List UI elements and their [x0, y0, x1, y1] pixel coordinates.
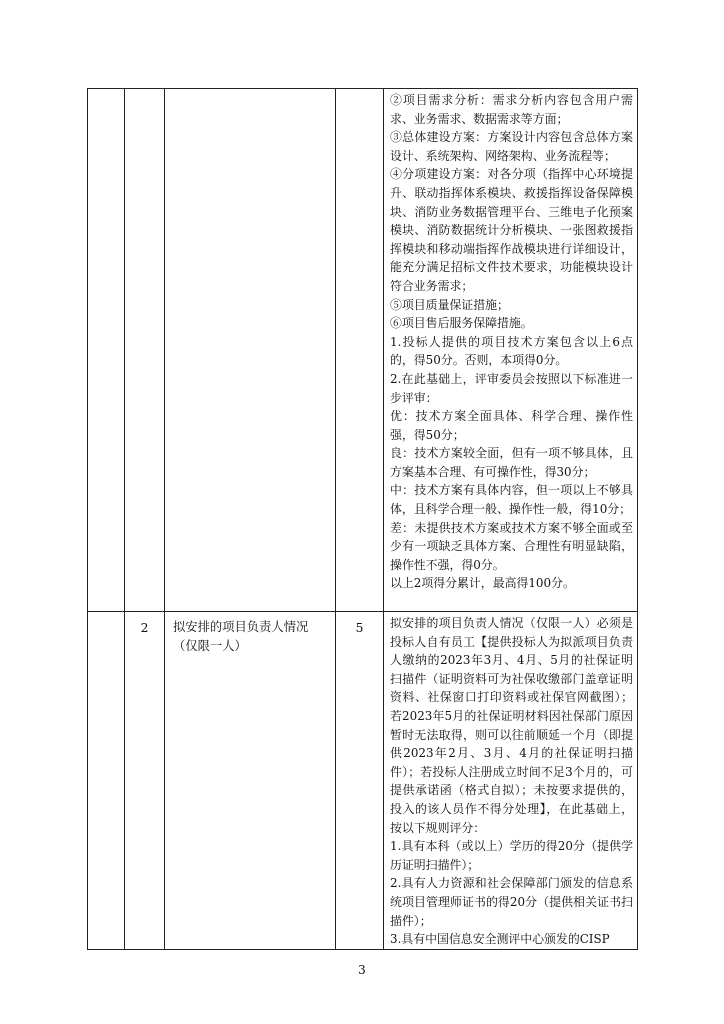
criteria-line: 2.在此基础上，评审委员会按照以下标准进一步评审： [390, 371, 633, 405]
criteria-line: 中：技术方案有具体内容，但一项以上不够具体，且科学合理一般、操作性一般，得10分； [390, 483, 633, 517]
criteria-line: 1.投标人提供的项目技术方案包含以上6点的，得50分。否则，本项得0分。 [390, 334, 633, 368]
criteria-line: 3.具有中国信息安全测评中心颁发的CISP [390, 932, 610, 947]
page-number: 3 [358, 963, 366, 977]
score-cell: 5 [336, 612, 384, 950]
table-row [88, 612, 638, 950]
category-cell [88, 612, 125, 950]
row-index-cell [125, 89, 165, 612]
criteria-line: 2.具有人力资源和社会保障部门颁发的信息系统项目管理师证书的得20分（提供相关证书扫描件）； [390, 876, 633, 928]
scoring-table [87, 88, 638, 950]
criteria-line: 良：技术方案较全面，但有一项不够具体，且方案基本合理、有可操作性，得30分； [390, 446, 633, 479]
criteria-line: 优：技术方案全面具体、科学合理、操作性强，得50分； [390, 409, 633, 442]
criteria-line: ②项目需求分析：需求分析内容包含用户需求、业务需求、数据需求等方面； [390, 93, 633, 126]
criteria-line: ③总体建设方案：方案设计内容包含总体方案设计、系统架构、网络架构、业务流程等； [390, 130, 633, 163]
criteria-cell [384, 89, 638, 612]
criteria-line: ⑤项目质量保证措施； [390, 297, 509, 312]
row-index-cell: 2 [125, 612, 165, 950]
criteria-line: 1.具有本科（或以上）学历的得20分（提供学历证明扫描件）； [390, 839, 633, 872]
criteria-line: ④分项建设方案：对各分项（指挥中心环境提升、联动指挥体系模块、救援指挥设备保障模块、消防业务数据管理平台、三维电子化预案模块、消防数据统计分析模块、一张图救援指挥模块和移动端指挥作战模块进行详细设计，能充分满足招标文件技术要求，功能模块设计符合业务需求； [390, 167, 633, 293]
criteria-line: 拟安排的项目负责人情况（仅限一人）必须是投标人自有员工【提供投标人为拟派项目负责人缴纳的2023年3月、4月、5月的社保证明扫描件（证明资料可为社保收缴部门盖章证明资料、社保窗口打印资料或社保官网截图）；若2023年5月的社保证明材料因社保部门原因暂时无法取得，则可以往前顺延一个月（即提供2023年2月、3月、4月的社保证明扫描件）；若投标人注册成立时间不足3个月的，可提供承诺函（格式自拟）；未按要求提供的，投入的该人员作不得分处理】，在此基础上，按以下规则评分： [390, 616, 633, 835]
evaluation-item-cell: 拟安排的项目负责人情况（仅限一人） [165, 612, 336, 950]
criteria-line: 以上2项得分累计，最高得100分。 [390, 576, 575, 591]
criteria-cell [384, 612, 638, 950]
score-cell [336, 89, 384, 612]
table-row [88, 89, 638, 612]
criteria-line: 差：未提供技术方案或技术方案不够全面或至少有一项缺乏具体方案、合理性有明显缺陷，操作性不强，得0分。 [390, 520, 633, 572]
criteria-line: ⑥项目售后服务保障措施。 [390, 316, 533, 331]
category-cell [88, 89, 125, 612]
evaluation-item-cell [165, 89, 336, 612]
